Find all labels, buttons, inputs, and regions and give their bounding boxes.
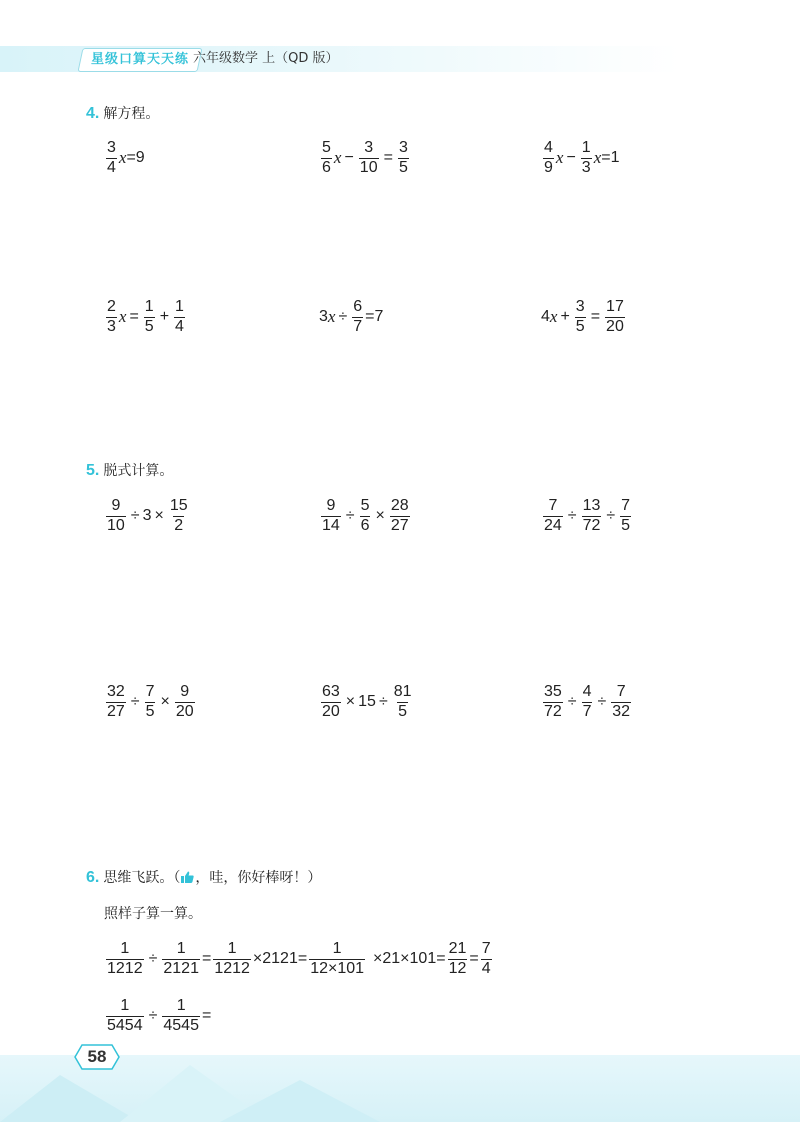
equation-4: $\frac{2}{3}$ x = $\frac{1}{5}$ + $\frac{1}{4}$ [107,298,184,335]
fraction: $\frac{28}{27}$ [390,497,409,534]
calculation-3: $\frac{7}{24}$ ÷ $\frac{13}{72}$ ÷ $\frac{7}{5}$ [544,497,631,534]
exercise-calculation: $\frac{1}{5454}$ ÷ $\frac{1}{4545}$ = [107,997,212,1034]
fraction: $\frac{6}{7}$ [353,298,363,335]
fraction: $\frac{7}{5}$ [621,497,631,534]
example-calculation: $\frac{1}{1212}$ ÷ $\frac{1}{2121}$ = $\frac{1}{1212}$ ×2121= $\frac{1}{12\times 101}$ ×21×101= $\frac{21}{12}$ = $\frac{7}{4}$ [107,940,491,977]
series-name: 星级口算天天练 [91,52,190,67]
fraction: $\frac{3}{10}$ [359,139,378,176]
fraction: $\frac{15}{2}$ [169,497,188,534]
fraction: $\frac{7}{5}$ [145,683,155,720]
fraction: $\frac{1}{5}$ [144,298,154,335]
fraction: $\frac{1}{3}$ [581,139,591,176]
fraction: $\frac{4}{9}$ [544,139,553,176]
section-5-title: 脱式计算。 [103,463,174,479]
fraction: $\frac{1}{4}$ [175,298,184,335]
fraction: $\frac{4}{7}$ [582,683,592,720]
fraction: $\frac{9}{20}$ [175,683,194,720]
fraction: $\frac{1}{12\times 101}$ [310,940,365,977]
section-5-heading [86,461,173,481]
series-badge [77,48,202,72]
fraction: $\frac{63}{20}$ [322,683,340,720]
fraction: $\frac{9}{14}$ [322,497,340,534]
calculation-5: $\frac{63}{20}$ × 15 ÷ $\frac{81}{5}$ [322,683,412,720]
footer-pattern [0,1055,800,1122]
section-4-heading [86,104,159,124]
equation-5: 3 x ÷ $\frac{6}{7}$ =7 [319,298,384,335]
footer-band [0,1055,800,1122]
fraction: $\frac{1}{1212}$ [214,940,250,977]
calculation-4: $\frac{32}{27}$ ÷ $\frac{7}{5}$ × $\frac{9}{20}$ [107,683,194,720]
fraction: $\frac{2}{3}$ [107,298,116,335]
section-6-number: 6. [86,869,100,886]
section-6-heading [86,868,321,888]
fraction: $\frac{35}{72}$ [544,683,562,720]
book-title: 六年级数学 上（QD 版） [193,51,339,66]
fraction: $\frac{3}{4}$ [107,139,116,176]
fraction: $\frac{1}{4545}$ [163,997,199,1034]
fraction: $\frac{1}{1212}$ [107,940,143,977]
fraction: $\frac{32}{27}$ [107,683,125,720]
fraction: $\frac{7}{32}$ [612,683,631,720]
equation-2: $\frac{5}{6}$ x − $\frac{3}{10}$ = $\frac{3}{5}$ [322,139,408,176]
equation-6: 4 x + $\frac{3}{5}$ = $\frac{17}{20}$ [541,298,624,335]
section-6-title: 思维飞跃。（ [103,870,181,886]
thumbs-up-icon [181,869,194,881]
fraction: $\frac{1}{5454}$ [107,997,143,1034]
page-number: 58 [87,1047,107,1066]
calculation-1: $\frac{9}{10}$ ÷ 3 × $\frac{15}{2}$ [107,497,188,534]
fraction: $\frac{1}{2121}$ [163,940,199,977]
fraction: $\frac{81}{5}$ [393,683,412,720]
calculation-6: $\frac{35}{72}$ ÷ $\frac{4}{7}$ ÷ $\frac{7}{32}$ [544,683,631,720]
section-4-title: 解方程。 [103,106,160,122]
calculation-2: $\frac{9}{14}$ ÷ $\frac{5}{6}$ × $\frac{28}{27}$ [322,497,409,534]
fraction: $\frac{3}{5}$ [575,298,585,335]
fraction: $\frac{9}{10}$ [107,497,125,534]
section-4-number: 4. [86,105,100,122]
equation-3: $\frac{4}{9}$ x − $\frac{1}{3}$ x =1 [544,139,620,176]
fraction: $\frac{7}{24}$ [544,497,562,534]
fraction: $\frac{13}{72}$ [582,497,601,534]
fraction: $\frac{3}{5}$ [398,139,408,176]
fraction: $\frac{5}{6}$ [322,139,331,176]
fraction: $\frac{17}{20}$ [606,298,624,335]
fraction: $\frac{5}{6}$ [360,497,370,534]
fraction: $\frac{7}{4}$ [481,940,491,977]
fraction: $\frac{21}{12}$ [448,940,467,977]
section-6-title-tail: ，哇，你好棒呀！） [195,870,322,886]
equation-1: $\frac{3}{4}$ x =9 [107,139,145,176]
instruction-text: 照样子算一算。 [104,906,202,922]
section-5-number: 5. [86,462,100,479]
